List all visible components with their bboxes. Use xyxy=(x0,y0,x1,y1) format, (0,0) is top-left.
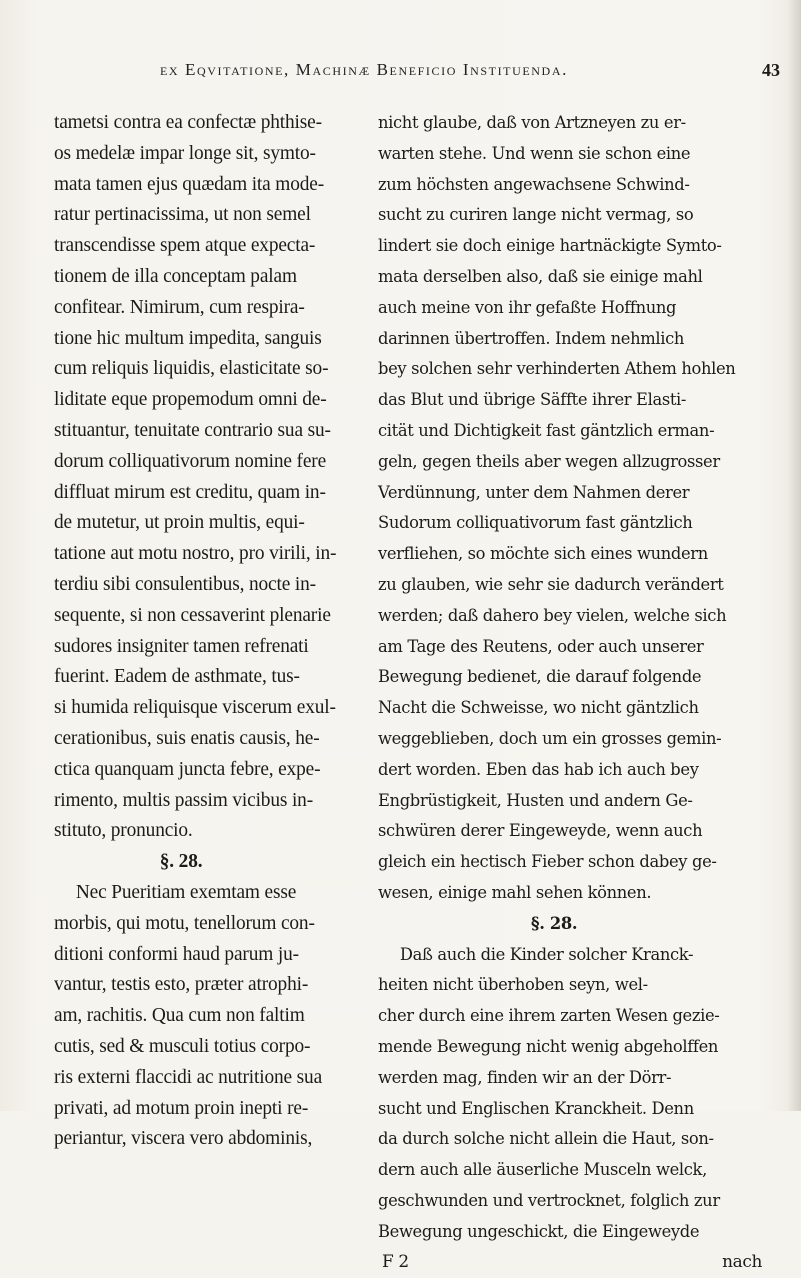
text-line: ris externi flaccidi ac nutritione sua xyxy=(54,1066,323,1088)
text-line: lindert sie doch einige hartnäckigte Symto- xyxy=(378,236,722,256)
text-line: privati, ad motum proin inepti re- xyxy=(54,1097,309,1119)
text-line: si humida reliquisque viscerum exul- xyxy=(54,697,336,719)
text-line: terdiu sibi consulentibus, nocte in- xyxy=(54,573,316,595)
text-line: geln, gegen theils aber wegen allzugrosser xyxy=(378,451,720,471)
text-line: Daß auch die Kinder solcher Kranck- xyxy=(399,944,694,964)
text-line: stituto, pronuncio. xyxy=(54,820,193,842)
catchword: nach xyxy=(722,1252,763,1273)
text-line: mende Bewegung nicht wenig abgeholffen xyxy=(378,1036,719,1056)
text-line: fuerint. Eadem de asthmate, tus- xyxy=(54,666,300,688)
text-line: cum reliquis liquidis, elasticitate so- xyxy=(54,358,329,380)
page-edge-shadow xyxy=(787,0,801,1111)
text-line: schwüren derer Eingeweyde, wenn auch xyxy=(378,821,703,841)
text-line: dert worden. Eben das hab ich auch bey xyxy=(378,759,699,779)
text-line: am, rachitis. Qua cum non faltim xyxy=(54,1005,305,1027)
latin-paragraph-1 xyxy=(54,108,350,847)
text-line: Nec Pueritiam exemtam esse xyxy=(75,881,297,903)
text-line: os medelæ impar longe sit, symto- xyxy=(54,142,316,164)
text-line: darinnen übertroffen. Indem nehmlich xyxy=(378,328,685,348)
text-line: cher durch eine ihrem zarten Wesen gezie- xyxy=(378,1006,720,1026)
text-line: de mutetur, ut proin multis, equi- xyxy=(54,512,305,534)
text-line: mata derselben also, daß sie einige mahl xyxy=(378,266,703,286)
german-paragraph-2 xyxy=(378,940,772,1248)
text-line: gleich ein hectisch Fieber schon dabey ge- xyxy=(378,852,717,872)
page-number: 43 xyxy=(762,60,780,80)
text-line: Bewegung ungeschickt, die Eingeweyde xyxy=(378,1221,700,1241)
text-line: ctica quanquam juncta febre, expe- xyxy=(54,758,321,780)
text-line: auch meine von ihr gefaßte Hoffnung xyxy=(378,297,677,317)
text-line: wesen, einige mahl sehen können. xyxy=(378,882,652,902)
text-line: Sudorum colliquativorum fast gäntzlich xyxy=(378,513,693,533)
text-line: am Tage des Reutens, oder auch unserer xyxy=(378,636,704,656)
text-line: ditioni conformi haud parum ju- xyxy=(54,943,299,965)
footer-row xyxy=(378,1247,770,1278)
text-line: sequente, si non cessaverint plenarie xyxy=(54,604,331,626)
text-line: zu glauben, wie sehr sie dadurch verändert xyxy=(378,574,724,594)
text-line: cerationibus, suis enatis causis, he- xyxy=(54,727,320,749)
text-line: Nacht die Schweisse, wo nicht gäntzlich xyxy=(378,698,699,718)
text-line: warten stehe. Und wenn sie schon eine xyxy=(378,143,691,163)
text-line: mata tamen ejus quædam ita mode- xyxy=(54,173,325,195)
text-line: geschwunden und vertrocknet, folglich zur xyxy=(378,1190,720,1210)
latin-column xyxy=(54,108,350,1155)
text-line: das Blut und übrige Säffte ihrer Elasti- xyxy=(378,390,687,410)
text-line: sucht und Englischen Kranckheit. Denn xyxy=(378,1098,694,1118)
text-line: tatione aut motu nostro, pro virili, in- xyxy=(54,543,337,565)
running-header xyxy=(160,58,780,84)
text-line: diffluat mirum est creditu, quam in- xyxy=(54,481,326,503)
text-line: sucht zu curiren lange nicht vermag, so xyxy=(378,205,694,225)
text-line: vantur, testis esto, præter atrophi- xyxy=(54,974,309,996)
text-line: sudores insigniter tamen refrenati xyxy=(54,635,309,657)
text-line: nicht glaube, daß von Artzneyen zu er- xyxy=(378,113,686,132)
text-line: tionem de illa conceptam palam xyxy=(54,265,297,287)
text-line: dorum colliquativorum nomine fere xyxy=(54,450,327,472)
text-line: werden mag, finden wir an der Dörr- xyxy=(378,1067,672,1087)
text-line: zum höchsten angewachsene Schwind- xyxy=(378,174,690,194)
latin-section-number: §. 28. xyxy=(159,851,203,873)
latin-paragraph-2 xyxy=(54,878,350,1155)
text-line: dern auch alle äuserliche Musceln welck, xyxy=(378,1160,707,1180)
text-line: weggeblieben, doch um ein grosses gemin- xyxy=(378,728,722,748)
text-line: heiten nicht überhoben seyn, wel- xyxy=(378,975,648,995)
text-line: cutis, sed & musculi totius corpo- xyxy=(54,1035,311,1057)
text-line: tione hic multum impedita, sanguis xyxy=(54,327,322,349)
text-line: transcendisse spem atque expecta- xyxy=(54,235,316,257)
text-line: Verdünnung, unter dem Nahmen derer xyxy=(378,482,690,502)
signature-mark: F 2 xyxy=(381,1252,409,1273)
german-section-number: §. 28. xyxy=(531,913,578,933)
text-line: rimento, multis passim vicibus in- xyxy=(54,789,314,811)
text-line: periantur, viscera vero abdominis, xyxy=(54,1128,313,1150)
german-paragraph-1 xyxy=(378,108,772,909)
text-line: ratur pertinacissima, ut non semel xyxy=(54,204,311,226)
text-line: confitear. Nimirum, cum respira- xyxy=(54,296,305,318)
text-line: cität und Dichtigkeit fast gäntzlich erman- xyxy=(378,420,715,440)
german-column xyxy=(378,108,772,1278)
text-line: Engbrüstigkeit, Husten und andern Ge- xyxy=(378,790,693,810)
text-line: verfliehen, so möchte sich eines wundern xyxy=(378,544,708,564)
text-line: morbis, qui motu, tenellorum con- xyxy=(54,912,315,934)
running-title: ex Eqvitatione, Machinæ Beneficio Instituenda. xyxy=(160,60,568,79)
text-line: Bewegung bedienet, die darauf folgende xyxy=(378,667,702,687)
text-line: tametsi contra ea confectæ phthise- xyxy=(54,112,322,133)
text-line: bey solchen sehr verhinderten Athem hohlen xyxy=(378,359,736,379)
text-line: stituantur, tenuitate contrario sua su- xyxy=(54,419,331,441)
text-line: da durch solche nicht allein die Haut, son- xyxy=(378,1129,714,1149)
text-line: liditate eque propemodum omni de- xyxy=(54,389,327,411)
text-line: werden; daß dahero bey vielen, welche sich xyxy=(378,605,727,625)
